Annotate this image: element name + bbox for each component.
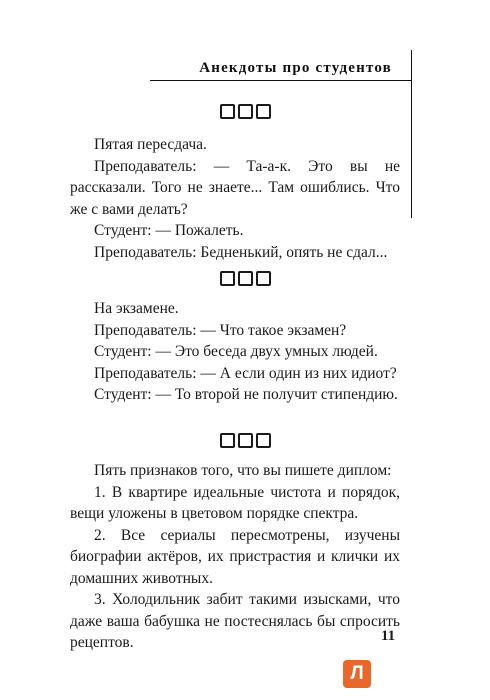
square-ornament-icon [238, 433, 253, 448]
square-ornament-icon [220, 271, 235, 286]
joke-line: Преподаватель: Бедненький, опять не сдал... [94, 243, 388, 261]
joke-line: 3. Холодильник забит такими изысками, что даже ваша бабушка не постеснялась бы спросить рецептов. [70, 591, 400, 651]
square-ornament-icon [256, 433, 271, 448]
section-separator [0, 433, 490, 449]
square-ornament-icon [220, 433, 235, 448]
joke-line: Студент: — То второй не получит стипендию. [94, 386, 398, 403]
joke-line: Студент: — Пожалеть. [94, 222, 244, 239]
joke-line: Преподаватель: — Та-а-к. Это вы не рассказали. Того не знаете... Там ошиблись. Что же с вами делать? [70, 157, 400, 218]
header-rule [150, 80, 412, 81]
joke-line: Студент: — Это беседа двух умных людей. [94, 343, 378, 360]
joke-line: 2. Все сериалы пересмотрены, изучены биографии актёров, их пристрастия и клички их домашних животных. [70, 526, 400, 587]
page-number: 11 [381, 628, 396, 644]
square-ornament-icon [238, 104, 253, 119]
square-ornament-icon [220, 104, 235, 119]
joke-line: 1. В квартире идеальные чистота и порядок, вещи уложены в цветовом порядке спектра. [70, 483, 400, 522]
joke-3 [70, 460, 400, 654]
labirint-logo-icon: Л [343, 660, 371, 688]
joke-line: Преподаватель: — А если один из них идиот? [94, 364, 397, 382]
running-header: Анекдоты про студентов [199, 60, 392, 76]
joke-2 [70, 298, 400, 406]
joke-line: Пятая пересдача. [94, 136, 207, 153]
margin-rule [411, 50, 412, 218]
joke-line: На экзамене. [94, 300, 179, 317]
square-ornament-icon [238, 271, 253, 286]
section-separator [0, 271, 490, 287]
joke-line: Пять признаков того, что вы пишете диплом: [94, 462, 392, 479]
square-ornament-icon [256, 271, 271, 286]
square-ornament-icon [256, 104, 271, 119]
joke-1 [70, 134, 400, 263]
joke-line: Преподаватель: — Что такое экзамен? [94, 321, 347, 339]
section-separator [0, 104, 490, 120]
